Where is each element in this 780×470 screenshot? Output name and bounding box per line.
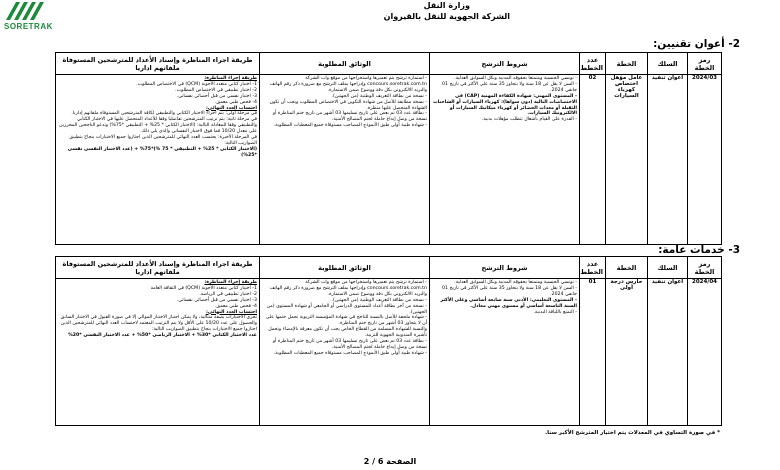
method-line: 1- اختبار كتابي متعدد الأجوبة (QCM) في الثقافة العامة: [150, 285, 257, 291]
table-header-row: [56, 53, 722, 75]
table-header-row: [56, 257, 722, 279]
ministry-name: وزارة النقل: [423, 1, 470, 10]
table-row: [56, 279, 722, 426]
method-line: في المرحلة الأخيرة: يحتسب العدد النهائي للمترشحين الذين اجتازوا جميع الاختبارات بنجاح بتطبيق الصواريب التالية:: [69, 135, 257, 146]
method-line: طريقة إجراء المناظرة:: [204, 280, 257, 285]
document-line: - شهادة ملحقة للأصل بالنسبة للناجح في شهادة المؤسسة التربوية تحمل ختمها على أن لا يتجاوز 03 أشهر من تاريخ ختم المناظرة.: [265, 315, 427, 327]
method-line: 2- اختبار تطبيقي في الرياضة.: [199, 291, 257, 297]
condition-line: - تونسي الجنسية ومتمتعا بحقوقه المدنية وبكل السوابق العدلية.: [454, 280, 577, 285]
cell-corps: أعوان تنفيذ: [648, 279, 688, 426]
cell-conditions: [430, 279, 580, 426]
method-line: 3- اختبار نفسي من قبل أخصائي نفساني.: [176, 93, 257, 99]
col-method: طريقة اجراء المناظرة وإسناد الأعداد للمترشحين المستوفاة ملفاتهم اداريا: [56, 257, 260, 279]
table-row: [56, 75, 722, 245]
col-conditions: شروط الترشح: [430, 53, 580, 75]
cell-method: [56, 279, 260, 426]
method-line: عدد الاختبار الكتابي *30% + الاختبار الرياضي *50% + عدد الاختبار النفسي *20%: [68, 333, 257, 339]
method-line: تجرى الاختبارات بصفة متتالية، ولا يمكن اجتياز الاختبار الموالي إلا في صورة القبول في الاختبار السابق والحصول على عدد 10/20 على الأقل ولا يتم الترتيب المعتمد لاحتساب العدد النهائي للمترشحين الذين اجتازوا جميع الاختبارات بنجاح بتطبيق الصواريب التالية:: [60, 315, 257, 333]
document-line: - شهادة طبية أولى طبق الأنموذج المصاحب مستوفاة جميع المعطيات المطلوبة.: [273, 350, 427, 356]
document-line: - بطاقة عدد 03 تم بعض على تاريخ تسليمها 03 أشهر من تاريخ ختم المناظرة أو نسخة من وصل إيداع حاملة لختم المصالح الأمنية.: [272, 111, 427, 123]
col-plan: الخطة: [606, 257, 648, 279]
cell-code: 2024/03: [688, 75, 722, 245]
document-line: - شهادة طبية أولى طبق الأنموذج المصاحب مستوفاة جميع المعطيات المطلوبة.: [273, 123, 427, 129]
col-corps: السلك: [648, 53, 688, 75]
cell-code: 2024/04: [688, 279, 722, 426]
method-line: 4- فحص طبي معمق.: [214, 303, 257, 309]
method-line: (الاختبار الكتابي * 25% + التطبيقي * 75 %)*75% + (عدد الاختبار النفسي نفسي *25%): [67, 146, 257, 158]
col-code: رمز الخطة: [688, 53, 722, 75]
technicians-table: [55, 52, 722, 245]
condition-line: - التمتع باللياقة البدنية.: [533, 309, 577, 315]
document-line: والنسبة للشهادة المسلمة من القطاع الخاص يجب أن تكون معرفة بالإمضاء وتحمل تأشيرة المندوبية الجهوية للتربية.: [268, 327, 427, 339]
document-line: - نسخة من آخر بطاقة أعداد للمستوى الدراسي أو الجامعي أو شهادة المستوى (من الجهتين).: [266, 303, 427, 315]
document-line: - نسخة مطابقة للأصل من شهادة التكوين في الاختصاص المطلوب ويجب أن تكون الشهادة المتحصل عليها منظرة.: [269, 99, 427, 111]
page-number: الصفحة 6 / 2: [363, 457, 417, 466]
company-name: الشركة الجهوية للنقل بالقيروان: [383, 12, 510, 21]
method-line: 4- فحص طبي معمق.: [214, 99, 257, 105]
general-services-table: [55, 256, 722, 426]
condition-line: - المستوى المهني: شهادة الكفاءة المهنية (CAP) في الاختصاصات التالية (دون سواها): كهرباء السيارات أو الشاحنات الثقيلة أو معدات الحضائر أو كهرباء ميكانيك السيارات أو الالكترونيك السيارات.: [432, 93, 577, 117]
cell-corps: أعوان تنفيذ: [648, 75, 688, 245]
cell-documents: [260, 75, 430, 245]
section-title-technicians: 2- أعوان تقنيين:: [653, 38, 740, 50]
method-line: 1- اختبار كتابي متعدد الأجوبة (QCM) في الاختصاص المطلوب.: [136, 81, 257, 87]
cell-count: 01: [580, 279, 606, 426]
document-line: - استمارة ترشح يتم تعميرها واستخراجها من موقع واب الشركة concours.soretrak.com.tn وإدراجها بملف الترشح مع ضرورة ذكر رقم الهاتف والبريد الالكتروني بكل دقة ووضوح ضمن الاستمارة.: [269, 280, 427, 297]
col-method: طريقة اجراء المناظرة وإسناد الأعداد للمترشحين المستوفاة ملفاتهم اداريا: [56, 53, 260, 75]
col-code: رمز الخطة: [688, 257, 722, 279]
cell-count: 02: [580, 75, 606, 245]
section-title-general-services: 3- خدمات عامة:: [658, 244, 740, 256]
method-line: 2- اختبار تطبيقي في الاختصاص المطلوب.: [175, 87, 257, 93]
document-line: - بطاقة عدد 03 تم بعض على تاريخ تسليمها 03 أشهر من تاريخ ختم المناظرة أو نسخة من وصل إيداع حاملة لختم المصالح الأمنية.: [272, 339, 427, 350]
method-line: احتساب العدد النهائي:: [205, 309, 257, 315]
method-line: في مرحلة أولى: يتم اجراء الاختبار الكتابي والتطبيقي لكافة المترشحين المستوفاة ملفاتهم إداريا.: [71, 111, 257, 117]
tie-break-note: * في صورة التساوي في المعدلات يتم اختيار المترشح الأكبر سنا.: [545, 430, 720, 436]
col-conditions: شروط الترشح: [430, 257, 580, 279]
cell-plan: حارس درجة أولى: [606, 279, 648, 426]
logo-text: SORETRAK: [4, 22, 53, 31]
condition-line: - المستوى التعليمي: الأدنى سنة سابعة أساسي وعلى الأكثر السنة التاسعة أساسي أو مستوى مهني معادل.: [440, 297, 577, 309]
document-line: - استمارة ترشح يتم تعميرها واستخراجها من موقع واب الشركة concours.soretrak.com.tn وإدراجها بملف الترشح مع ضرورة ذكر رقم الهاتف والبريد الالكتروني بكل دقة ووضوح ضمن الاستمارة.: [269, 76, 427, 93]
method-line: احتساب العدد النهائي:: [205, 105, 257, 111]
soretrak-logo: [2, 0, 46, 22]
document-line: - نسخة من بطاقة التعريف الوطنية (من الجهتين).: [331, 93, 427, 99]
cell-method: [56, 75, 260, 245]
cell-conditions: [430, 75, 580, 245]
col-documents: الوثائق المطلوبة: [260, 53, 430, 75]
condition-line: - القدرة على القيام بأشغال تتطلب مؤهلات بدنية.: [481, 117, 577, 123]
col-count: عدد الخطط: [580, 257, 606, 279]
condition-line: - السن لا يقل عن 18 سنة ولا يتجاوز 35 سنة على الأكثر في تاريخ 01 جانفي 2024.: [442, 285, 577, 297]
col-documents: الوثائق المطلوبة: [260, 257, 430, 279]
col-plan: الخطة: [606, 53, 648, 75]
condition-line: - السن لا يقل عن 18 سنة ولا يتجاوز 35 سنة على الأكثر في تاريخ 01 جانفي 2024.: [442, 81, 577, 93]
col-count: عدد الخطط: [580, 53, 606, 75]
method-line: في مرحلة ثانية: يتم ترتيب المترشحين تفاضليا وفقا للأعداد المتحصل عليها في الاختبار الكتابي والتطبيقي وفقا للمعادلة التالية: (الاختبار الكتابي * 25% + التطبيقي *75%) وتدعو الناجحين المحرزين على معدل 10/20 فما فوق لاختبار النفساني والذي يلي ذلك.: [59, 117, 257, 135]
method-line: 3- اختبار نفسي من قبل أخصائي نفساني.: [176, 297, 257, 303]
col-corps: السلك: [648, 257, 688, 279]
document-header: [384, 0, 510, 22]
cell-documents: [260, 279, 430, 426]
method-line: طريقة إجراء المناظرة:: [204, 76, 257, 81]
cell-plan: عامل مؤهل اختصاص كهرباء السيارات: [606, 75, 648, 245]
document-line: - نسخة من بطاقة التعريف الوطنية (من الجهتين).: [331, 297, 427, 303]
condition-line: - تونسي الجنسية ومتمتعا بحقوقه المدنية وبكل السوابق العدلية.: [454, 76, 577, 81]
